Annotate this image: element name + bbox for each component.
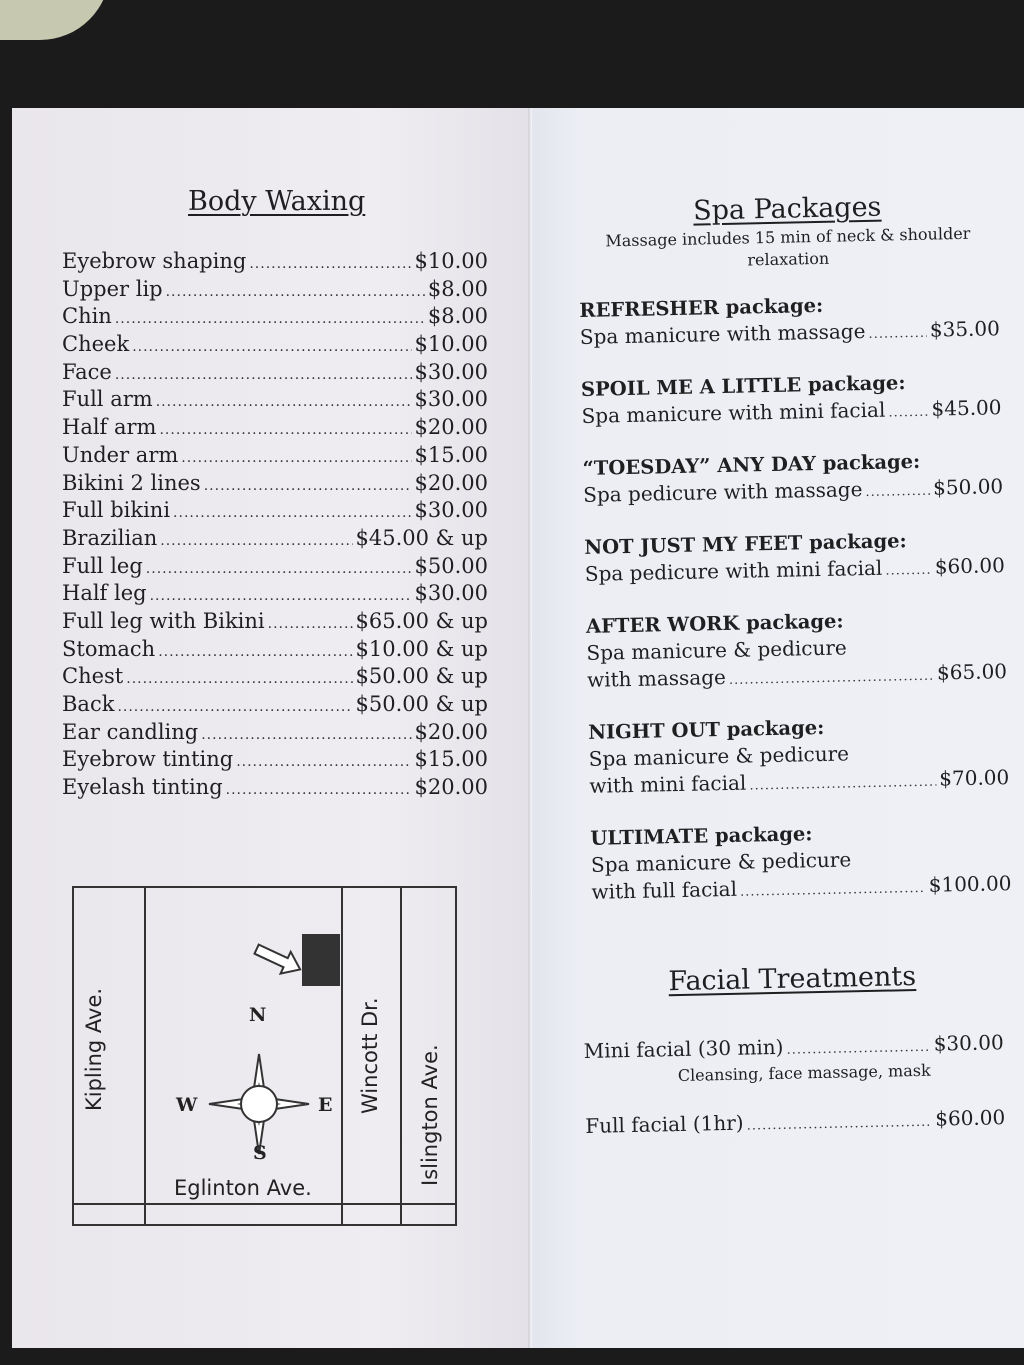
package-name: “TOESDAY” ANY DAY package: (582, 449, 921, 480)
facial-price: $60.00 (934, 1105, 1006, 1131)
package-description: Spa manicure with massage (579, 318, 866, 349)
waxing-item-price: $20.00 (414, 719, 488, 744)
package-price: $50.00 (932, 474, 1004, 500)
leader-dots (888, 399, 929, 427)
compass-east-label: E (318, 1094, 333, 1116)
package-price: $45.00 (931, 395, 1002, 421)
leader-dots (226, 777, 412, 805)
waxing-item-price: $20.00 (414, 775, 488, 800)
waxing-item (62, 442, 488, 470)
leader-dots (115, 362, 412, 390)
waxing-item-price: $50.00 & up (355, 664, 488, 689)
leader-dots (126, 666, 352, 694)
leader-dots (786, 1034, 931, 1064)
package-item (586, 604, 1008, 697)
leader-dots (156, 389, 412, 417)
waxing-item-name: Full bikini (62, 498, 171, 523)
package-name: SPOIL ME A LITTLE package: (580, 371, 906, 401)
package-name: REFRESHER package: (579, 293, 824, 322)
waxing-item (62, 636, 488, 664)
leader-dots (181, 445, 411, 473)
store-marker (302, 934, 340, 986)
leader-dots (117, 694, 352, 722)
waxing-item-price: $30.00 (414, 581, 488, 606)
waxing-item-price: $20.00 (414, 470, 488, 495)
facial-title: Facial Treatments (668, 961, 917, 998)
leader-dots (885, 557, 932, 585)
leader-dots (204, 473, 412, 501)
map-lines (72, 886, 462, 1226)
waxing-item (62, 386, 488, 414)
waxing-item-name: Upper lip (62, 276, 163, 301)
waxing-item (62, 746, 488, 774)
package-item (590, 816, 1012, 909)
waxing-item-name: Brazilian (62, 525, 158, 550)
package-list (579, 288, 1012, 909)
package-description: Spa manicure & pedicure (590, 847, 852, 877)
leader-dots (268, 611, 353, 639)
waxing-item (62, 691, 488, 719)
waxing-item-price: $15.00 (414, 747, 488, 772)
waxing-item (62, 497, 488, 525)
waxing-item (62, 580, 488, 608)
leader-dots (173, 500, 411, 528)
package-price: $70.00 (939, 765, 1010, 791)
leader-dots (159, 417, 411, 445)
package-description: Spa manicure & pedicure (588, 741, 850, 771)
facial-note: Cleansing, face massage, mask (677, 1060, 931, 1086)
package-description: Spa pedicure with massage (582, 477, 863, 507)
fold-crease (528, 108, 532, 1348)
waxing-item-name: Full leg (62, 553, 143, 578)
package-name: NIGHT OUT package: (587, 715, 825, 744)
waxing-item (62, 414, 488, 442)
arrow-icon (252, 938, 306, 980)
package-item (579, 288, 1000, 354)
waxing-price-list (62, 248, 488, 802)
waxing-item-price: $45.00 & up (355, 525, 488, 550)
package-description: Spa manicure & pedicure (586, 635, 847, 665)
spa-subtitle-line2: relaxation (747, 248, 830, 270)
leader-dots (868, 320, 927, 348)
facial-name: Mini facial (30 min) (583, 1034, 784, 1063)
package-name: ULTIMATE package: (590, 822, 813, 850)
waxing-item (62, 303, 488, 331)
facial-list (583, 1029, 1005, 1143)
waxing-item-price: $65.00 & up (355, 608, 488, 633)
facial-name: Full facial (1hr) (585, 1110, 744, 1138)
waxing-item-price: $50.00 & up (355, 692, 488, 716)
waxing-item-price: $20.00 (414, 415, 488, 440)
leader-dots (150, 583, 412, 611)
waxing-item (62, 359, 488, 387)
waxing-item-name: Back (62, 692, 115, 716)
package-price: $100.00 (928, 871, 1012, 897)
street-islington: Islington Ave. (418, 1044, 442, 1186)
waxing-item-price: $8.00 (427, 276, 488, 301)
package-item (584, 525, 1005, 591)
facial-price: $30.00 (933, 1030, 1004, 1056)
waxing-item (62, 248, 488, 276)
package-description: Spa pedicure with mini facial (584, 555, 883, 586)
waxing-item-price: $10.00 (414, 249, 488, 273)
waxing-item-name: Stomach (62, 636, 156, 661)
waxing-item-name: Face (62, 359, 112, 384)
leader-dots (160, 528, 352, 556)
waxing-item-price: $10.00 & up (355, 636, 488, 661)
leader-dots (166, 279, 425, 307)
waxing-item-name: Eyebrow shaping (62, 249, 247, 273)
compass-north-label: N (249, 1004, 267, 1026)
spa-title: Spa Packages (692, 191, 882, 227)
background-object (0, 0, 110, 40)
waxing-item-price: $8.00 (427, 304, 488, 329)
package-price: $60.00 (934, 553, 1006, 579)
waxing-item-name: Eyebrow tinting (62, 747, 234, 772)
leader-dots (115, 306, 425, 334)
leader-dots (201, 722, 411, 750)
street-eglinton: Eglinton Ave. (174, 1176, 312, 1200)
leader-dots (249, 251, 411, 279)
waxing-item-name: Ear candling (62, 719, 199, 744)
leader-dots (158, 639, 352, 667)
waxing-item-price: $50.00 (414, 553, 488, 578)
waxing-item-name: Half leg (62, 581, 147, 606)
leader-dots (865, 478, 930, 506)
package-item (582, 446, 1003, 512)
waxing-item-name: Eyelash tinting (62, 775, 223, 800)
leader-dots (236, 749, 411, 777)
waxing-item (62, 276, 488, 304)
waxing-item-price: $30.00 (414, 387, 488, 412)
spa-subtitle (578, 222, 999, 275)
package-description: with mini facial (589, 770, 747, 798)
waxing-item-price: $30.00 (414, 498, 488, 523)
waxing-item-name: Cheek (62, 332, 130, 357)
street-kipling: Kipling Ave. (82, 987, 106, 1111)
package-name: AFTER WORK package: (585, 609, 844, 638)
package-item (581, 367, 1002, 433)
leader-dots (132, 334, 411, 362)
package-name: NOT JUST MY FEET package: (584, 529, 907, 559)
package-item (588, 710, 1010, 803)
waxing-item (62, 719, 488, 747)
brochure (12, 108, 1024, 1348)
compass-rose-icon (209, 1054, 309, 1154)
waxing-title: Body Waxing (188, 186, 366, 217)
location-map (72, 886, 462, 1226)
waxing-item-price: $10.00 (414, 332, 488, 357)
leader-dots (749, 769, 937, 800)
leader-dots (740, 875, 926, 906)
waxing-item (62, 470, 488, 498)
package-description: with full facial (591, 876, 738, 904)
waxing-item-name: Under arm (62, 442, 179, 467)
waxing-item-name: Chest (62, 664, 124, 689)
waxing-item-name: Full leg with Bikini (62, 608, 265, 633)
waxing-item-name: Chin (62, 304, 112, 329)
street-wincott: Wincott Dr. (358, 997, 382, 1114)
leader-dots (146, 556, 412, 584)
waxing-item (62, 774, 488, 802)
leader-dots (729, 663, 935, 694)
spa-packages-section (577, 189, 1012, 909)
waxing-item (62, 525, 488, 553)
waxing-item-name: Half arm (62, 415, 157, 440)
package-description: Spa manicure with mini facial (581, 397, 886, 428)
waxing-item-price: $15.00 (414, 442, 488, 467)
waxing-item (62, 331, 488, 359)
facial-item (583, 1029, 1004, 1087)
package-price: $65.00 (936, 659, 1008, 685)
waxing-item-name: Bikini 2 lines (62, 470, 201, 495)
waxing-item (62, 663, 488, 691)
spa-subtitle-line1: Massage includes 15 min of neck & shoulder (605, 223, 971, 251)
package-description: with massage (586, 664, 727, 692)
waxing-item (62, 553, 488, 581)
waxing-item-name: Full arm (62, 387, 153, 412)
compass-west-label: W (176, 1094, 198, 1116)
leader-dots (746, 1109, 932, 1140)
waxing-item (62, 608, 488, 636)
waxing-item-price: $30.00 (414, 359, 488, 384)
package-price: $35.00 (929, 316, 1001, 342)
facial-section (582, 959, 1006, 1143)
compass-south-label: S (253, 1142, 267, 1164)
